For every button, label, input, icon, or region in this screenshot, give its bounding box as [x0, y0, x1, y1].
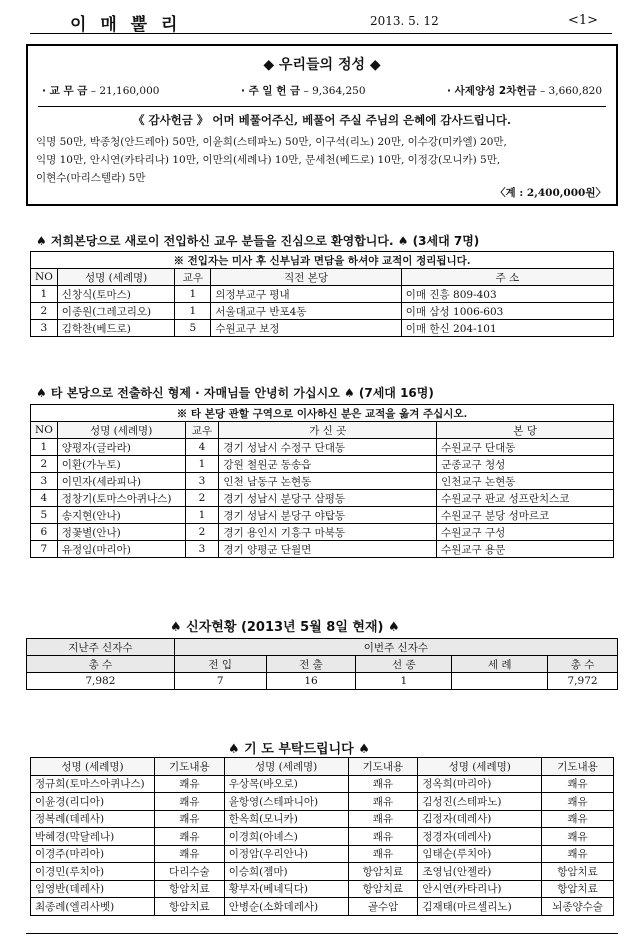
cell-no: 2	[31, 456, 58, 473]
col-header: 성명 (세례명)	[418, 758, 542, 776]
cell-parish: 수원교구 판교 성프란치스코	[437, 490, 614, 507]
col-header: 기도내용	[542, 758, 614, 776]
cell-destination: 경기 성남시 분당구 야탑동	[219, 507, 437, 524]
cell-destination: 경기 용인시 기흥구 마북동	[219, 524, 437, 541]
cell-address: 이매 진흥 809-403	[401, 286, 613, 303]
table-row	[31, 303, 614, 320]
total-value: – 21,160,000	[90, 85, 160, 97]
incoming-note: ※ 전입자는 미사 후 신부님과 면담을 하셔야 교적이 정리됩니다.	[31, 252, 614, 269]
col-header: 성명 (세례명)	[57, 422, 185, 439]
table-row	[31, 880, 614, 898]
cell-count: 3	[185, 473, 219, 490]
incoming-table	[30, 251, 614, 337]
stats-table	[26, 638, 618, 690]
cell-name: 이종원(그레고리오)	[57, 303, 175, 320]
cell-name: 이승희(젬마)	[224, 863, 348, 881]
cell-intention: 쾌유	[348, 810, 418, 828]
cell-name: 한옥희(모니카)	[224, 810, 348, 828]
cell-intention: 쾌유	[542, 845, 614, 863]
donor-line: 이현수(마리스텔라) 5만	[36, 172, 146, 184]
cell-name: 이경주(마리아)	[31, 845, 155, 863]
cell-count: 1	[185, 507, 219, 524]
table-row	[31, 810, 614, 828]
col-header: 직전 본당	[211, 269, 401, 286]
table-row	[27, 673, 618, 690]
cell-count: 2	[185, 490, 219, 507]
cell-name: 황부자(베네딕다)	[224, 880, 348, 898]
col-header: 전 출	[266, 656, 356, 673]
cell-count: 2	[185, 524, 219, 541]
cell-name: 우상목(바오로)	[224, 775, 348, 793]
col-header: 교우	[185, 422, 219, 439]
cell-intention: 쾌유	[154, 775, 224, 793]
offering-total-item	[241, 83, 366, 98]
cell-no: 5	[31, 507, 58, 524]
prayer-title: ♠ 기 도 부탁드립니다 ♠	[228, 742, 370, 757]
table-row	[31, 845, 614, 863]
cell-count: 1	[175, 303, 211, 320]
cell-intention: 쾌유	[348, 793, 418, 811]
cell-count: 1	[175, 286, 211, 303]
col-header: 세 례	[452, 656, 548, 673]
table-row	[31, 793, 614, 811]
col-header: 총 수	[548, 656, 618, 673]
cell-destination: 경기 성남시 분당구 삼평동	[219, 490, 437, 507]
cell-no: 3	[31, 473, 58, 490]
cell-intention: 쾌유	[348, 828, 418, 846]
col-header: 전 입	[174, 656, 266, 673]
total-value: – 9,364,250	[303, 85, 366, 97]
this-week-label: 이번주 신자수	[174, 639, 617, 656]
page-header	[30, 8, 612, 34]
stat-value: 7,982	[27, 673, 175, 690]
cell-count: 3	[185, 541, 219, 558]
cell-no: 3	[31, 320, 58, 337]
cell-parish: 수원교구 용문	[437, 541, 614, 558]
cell-name: 임영반(데레사)	[31, 880, 155, 898]
offering-total-item	[447, 83, 602, 98]
cell-name: 조영님(안젤라)	[418, 863, 542, 881]
table-row	[31, 898, 614, 916]
last-week-label: 지난주 신자수	[27, 639, 175, 656]
cell-count: 1	[185, 456, 219, 473]
cell-name: 안시연(카타리나)	[418, 880, 542, 898]
cell-parish: 의정부교구 평내	[211, 286, 401, 303]
cell-name: 김학찬(베드로)	[57, 320, 175, 337]
col-header: 기도내용	[348, 758, 418, 776]
total-label: · 사제양성 2차헌금	[447, 85, 537, 97]
cell-address: 이매 삼성 1006-603	[401, 303, 613, 320]
thanks-heading: 《 감사헌금 》 어머 베풀어주신, 베풀어 주실 주님의 은혜에 감사드립니다.	[38, 106, 606, 128]
cell-no: 7	[31, 541, 58, 558]
cell-parish: 수원교구 단대동	[437, 439, 614, 456]
cell-name: 최종례(엘리사벳)	[31, 898, 155, 916]
cell-count: 5	[175, 320, 211, 337]
cell-intention: 쾌유	[542, 775, 614, 793]
cell-name: 김성진(스테파노)	[418, 793, 542, 811]
col-header: 본 당	[437, 422, 614, 439]
thanks-sum: 〈계 : 2,400,000원〉	[495, 187, 606, 199]
cell-name: 이경희(아녜스)	[224, 828, 348, 846]
cell-parish: 인천교구 논현동	[437, 473, 614, 490]
outgoing-note: ※ 타 본당 관할 구역으로 이사하신 분은 교적을 옮겨 주십시오.	[31, 405, 614, 422]
table-row	[31, 541, 614, 558]
cell-name: 정옥희(마리아)	[418, 775, 542, 793]
cell-intention: 항암치료	[542, 880, 614, 898]
col-header: NO	[31, 422, 58, 439]
cell-destination: 강원 철원군 동송읍	[219, 456, 437, 473]
col-header: 성명 (세례명)	[224, 758, 348, 776]
total-label: · 교 무 금	[42, 85, 88, 97]
outgoing-table	[30, 404, 614, 558]
outgoing-title: ♠ 타 본당으로 전출하신 형제 · 자매님들 안녕히 가십시오 ♠ (7세대 16명)	[36, 386, 434, 400]
col-header: 교우	[175, 269, 211, 286]
cell-intention: 쾌유	[154, 793, 224, 811]
table-row	[31, 456, 614, 473]
col-header: 총 수	[27, 656, 175, 673]
cell-no: 2	[31, 303, 58, 320]
table-row	[31, 320, 614, 337]
cell-name: 이환(가누토)	[57, 456, 185, 473]
cell-parish: 서울대교구 반포4동	[211, 303, 401, 320]
offering-total-item	[42, 83, 159, 98]
stat-value	[452, 673, 548, 690]
cell-name: 이경민(루치아)	[31, 863, 155, 881]
table-row	[31, 524, 614, 541]
cell-intention: 쾌유	[348, 845, 418, 863]
cell-intention: 뇌종양수술	[542, 898, 614, 916]
cell-intention: 항암치료	[542, 863, 614, 881]
table-row	[31, 507, 614, 524]
donor-list	[36, 133, 608, 187]
cell-intention: 쾌유	[154, 845, 224, 863]
cell-destination: 경기 양평군 단월면	[219, 541, 437, 558]
cell-intention: 쾌유	[542, 828, 614, 846]
cell-name: 양평자(글라라)	[57, 439, 185, 456]
stat-value: 7	[174, 673, 266, 690]
cell-name: 정규희(토마스아퀴나스)	[31, 775, 155, 793]
col-header: 성명 (세례명)	[31, 758, 155, 776]
cell-name: 유정임(마리아)	[57, 541, 185, 558]
cell-no: 6	[31, 524, 58, 541]
col-header: 선 종	[356, 656, 452, 673]
stats-title: ♠ 신자현황 (2013년 5월 8일 현재) ♠	[170, 620, 400, 635]
cell-parish: 군종교구 청성	[437, 456, 614, 473]
prayer-table	[30, 757, 614, 916]
cell-name: 김정자(데레사)	[418, 810, 542, 828]
cell-name: 정복례(데레사)	[31, 810, 155, 828]
col-header: 성명 (세례명)	[57, 269, 175, 286]
total-value: – 3,660,820	[539, 85, 602, 97]
offering-totals	[28, 83, 616, 98]
col-header: 가 신 곳	[219, 422, 437, 439]
cell-name: 정꽃별(안나)	[57, 524, 185, 541]
cell-name: 이윤경(리디아)	[31, 793, 155, 811]
cell-name: 정창기(토마스아퀴나스)	[57, 490, 185, 507]
bulletin-date: 2013. 5. 12	[370, 14, 439, 28]
cell-destination: 경기 성남시 수정구 단대동	[219, 439, 437, 456]
total-label: · 주 일 헌 금	[240, 85, 301, 97]
col-header: 주 소	[401, 269, 613, 286]
stat-value: 16	[266, 673, 356, 690]
table-row	[31, 775, 614, 793]
table-row	[31, 439, 614, 456]
cell-no: 4	[31, 490, 58, 507]
cell-no: 1	[31, 286, 58, 303]
cell-parish: 수원교구 보정	[211, 320, 401, 337]
footer-divider	[26, 933, 618, 934]
cell-name: 안병순(소화데레사)	[224, 898, 348, 916]
cell-no: 1	[31, 439, 58, 456]
stat-value: 1	[356, 673, 452, 690]
cell-intention: 쾌유	[154, 810, 224, 828]
donor-line: 익명 10만, 안시연(카타리나) 10만, 이만의(세례나) 10만, 문세천(베드로) 10만, 이정강(모니카) 5만,	[36, 154, 501, 166]
cell-name: 정경자(데레사)	[418, 828, 542, 846]
donor-line: 익명 50만, 박종청(안드레아) 50만, 이윤희(스테파노) 50만, 이구석(리노) 20만, 이수강(미카엘) 20만,	[36, 136, 507, 148]
offering-title: ◆ 우리들의 정성 ◆	[263, 57, 381, 73]
cell-name: 김재태(마르셀리노)	[418, 898, 542, 916]
table-row	[31, 286, 614, 303]
stat-value: 7,972	[548, 673, 618, 690]
cell-intention: 항암치료	[348, 863, 418, 881]
cell-intention: 항암치료	[154, 898, 224, 916]
cell-intention: 쾌유	[348, 775, 418, 793]
cell-name: 임태순(루치아)	[418, 845, 542, 863]
cell-destination: 인천 남동구 논현동	[219, 473, 437, 490]
cell-intention: 항암치료	[154, 880, 224, 898]
table-row	[31, 828, 614, 846]
cell-intention: 다리수술	[154, 863, 224, 881]
cell-name: 이민자(세라피나)	[57, 473, 185, 490]
cell-intention: 쾌유	[542, 810, 614, 828]
cell-name: 이정암(우리안나)	[224, 845, 348, 863]
cell-intention: 골수암	[348, 898, 418, 916]
cell-intention: 쾌유	[542, 793, 614, 811]
cell-parish: 수원교구 구성	[437, 524, 614, 541]
cell-name: 송지현(안나)	[57, 507, 185, 524]
cell-name: 윤항영(스테파니아)	[224, 793, 348, 811]
cell-intention: 쾌유	[154, 828, 224, 846]
cell-address: 이매 한신 204-101	[401, 320, 613, 337]
cell-parish: 수원교구 분당 성마르코	[437, 507, 614, 524]
bulletin-title: 이 매 뿔 리	[70, 15, 182, 35]
table-row	[31, 863, 614, 881]
table-row	[31, 473, 614, 490]
table-row	[31, 490, 614, 507]
cell-intention: 항암치료	[348, 880, 418, 898]
cell-name: 박혜경(막달레나)	[31, 828, 155, 846]
col-header: 기도내용	[154, 758, 224, 776]
offering-box	[26, 44, 618, 206]
incoming-title: ♠ 저희본당으로 새로이 전입하신 교우 분들을 진심으로 환영합니다. ♠ (3세대 7명)	[36, 234, 480, 248]
page-number: <1>	[568, 13, 599, 28]
cell-name: 신창식(토마스)	[57, 286, 175, 303]
col-header: NO	[31, 269, 58, 286]
cell-count: 4	[185, 439, 219, 456]
